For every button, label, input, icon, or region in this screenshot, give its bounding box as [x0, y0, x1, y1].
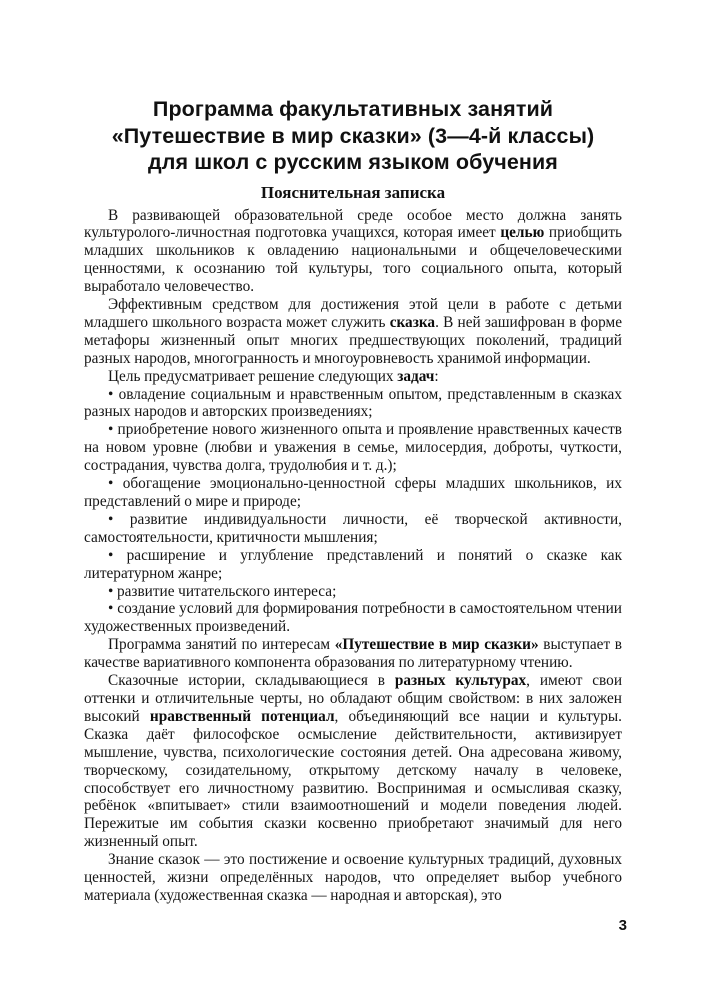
text-run: • создание условий для формирования потребности в самостоятельном чтении художественных произведений. — [84, 600, 622, 636]
text-run: , имеют свои оттенки и отличительные черты, но обладают общим свойством: в них заложен высокий — [84, 672, 623, 725]
text-run: приобщить младших школьников к овладению национальными и общечеловеческими ценностями, к осознанию той культуры, того социального опыта, который выработало человечество. — [84, 224, 622, 296]
paragraph — [84, 600, 622, 636]
body-text — [84, 207, 622, 905]
text-run: Программа занятий по интересам — [108, 636, 335, 654]
text-run: . В ней зашифрован в форме метафоры жизненный опыт многих предшествующих поколений, традиций разных народов, многогранность и многоуровневость хранимой информации. — [84, 313, 622, 367]
text-run: • обогащение эмоционально-ценностной сферы младших школьников, их представлений о мире и природе; — [84, 475, 622, 510]
bold-text-run: разных культурах — [394, 672, 527, 690]
text-run: • расширение и углубление представлений и понятий о сказке как литературном жанре; — [84, 546, 622, 582]
text-run: • овладение социальным и нравственным опытом, представленным в сказках разных народов и авторских произведениях; — [84, 385, 622, 421]
bold-text-run: «Путешествие в мир сказки» — [334, 636, 539, 654]
paragraph — [84, 636, 622, 672]
paragraph — [84, 296, 622, 368]
text-run: , объединяющий все нации и культуры. Сказка даёт философское осмысление действительности, активизирует мышление, чувства, психологические состояния детей. Она адресована живому, творческому, созидательному, открытому детскому началу в человеке, способствует его личностному развитию. Воспринимая и осмысливая сказку, ребёнок «впитывает» стили взаимоотношений и модели поведения людей. Пережитые им события сказки косвенно приобретают значимый для него жизненный опыт. — [84, 707, 623, 851]
paragraph — [84, 851, 622, 905]
text-run: выступает в качестве вариативного компонента образования по литературному чтению. — [84, 636, 623, 672]
text-run: • развитие читательского интереса; — [108, 582, 337, 600]
text-run: В развивающей образовательной среде особое место должна занять культуролого-личностная подготовка учащихся, которая имеет — [84, 206, 622, 242]
text-run: Сказочные истории, складывающиеся в — [108, 672, 395, 690]
title-line-1: Программа факультативных занятий — [152, 97, 554, 121]
text-run: • приобретение нового жизненного опыта и проявление нравственных качеств на новом уровне (любви и уважения в семье, милосердия, доброты, чуткости, сострадания, чувства долга, трудолюбия и т. д.); — [84, 421, 622, 475]
title-line-3: для школ с русским языком обучения — [148, 150, 558, 174]
section-heading: Пояснительная записка — [260, 182, 446, 202]
bold-text-run: сказка — [389, 313, 436, 331]
title-line-2: «Путешествие в мир сказки» (3—4-й классы) — [111, 123, 595, 148]
text-run: : — [434, 367, 439, 385]
paragraph — [84, 672, 622, 851]
text-run: Цель предусматривает решение следующих — [108, 367, 398, 385]
bold-text-run: задач — [397, 367, 435, 385]
paragraph — [84, 511, 622, 547]
paragraph — [84, 207, 622, 297]
bold-text-run: нравственный потенциал — [149, 707, 335, 725]
text-run: • развитие индивидуальности личности, её творческой активности, самостоятельности, критичности мышления; — [84, 510, 622, 546]
paragraph — [84, 368, 622, 386]
paragraph — [84, 475, 622, 511]
paragraph — [84, 583, 622, 601]
document-title — [84, 96, 622, 176]
paragraph — [84, 421, 622, 475]
bold-text-run: целью — [500, 224, 545, 242]
page-number: 3 — [618, 917, 627, 934]
text-run: Знание сказок — это постижение и освоение культурных традиций, духовных ценностей, жизни определённых народов, что определяет выбор учебного материала (художественная сказка — народная и авторская), это — [84, 851, 622, 904]
page-content — [84, 96, 622, 905]
paragraph — [84, 547, 622, 583]
text-run: Эффективным средством для достижения этой цели в работе с детьми младшего школьного возраста может служить — [84, 296, 622, 331]
paragraph — [84, 386, 622, 422]
